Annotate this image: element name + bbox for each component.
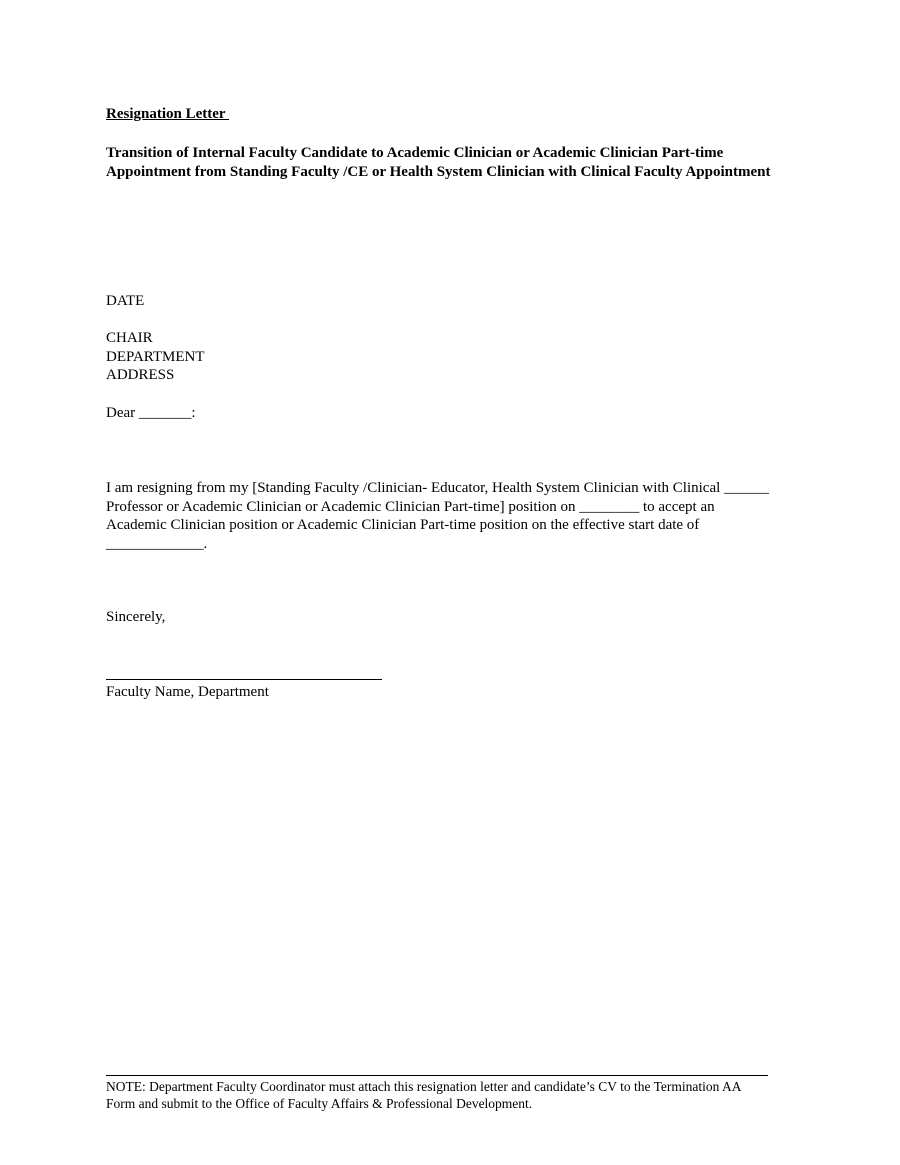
recipient-chair: CHAIR xyxy=(106,330,153,346)
footer-note: NOTE: Department Faculty Coordinator must attach this resignation letter and candidate’s CV to the Termination AA Form and submit to the Office of Faculty Affairs & Professional Development. xyxy=(106,1079,741,1111)
salutation: Dear _______: xyxy=(106,405,196,421)
date-placeholder: DATE xyxy=(106,293,145,309)
signature-label: Faculty Name, Department xyxy=(106,684,269,700)
signature-line xyxy=(106,679,382,680)
recipient-department: DEPARTMENT xyxy=(106,349,205,365)
letter-body: I am resigning from my [Standing Faculty /Clinician- Educator, Health System Clinician with Clinical ______ Professor or Academic Clinician or Academic Clinician Part-time] position on ________ to accept an Academic Clinician position or Academic Clinician Part-time position on the effective start date of _____________. xyxy=(106,480,770,552)
recipient-address: ADDRESS xyxy=(106,367,175,383)
document-title: Resignation Letter xyxy=(106,106,230,122)
letter-subject: Transition of Internal Faculty Candidate to Academic Clinician or Academic Clinician Part-time Appointment from Standing Faculty /CE or Health System Clinician with Clinical Faculty Appointment xyxy=(106,145,771,180)
closing: Sincerely, xyxy=(106,609,166,625)
footer-divider xyxy=(106,1075,768,1076)
